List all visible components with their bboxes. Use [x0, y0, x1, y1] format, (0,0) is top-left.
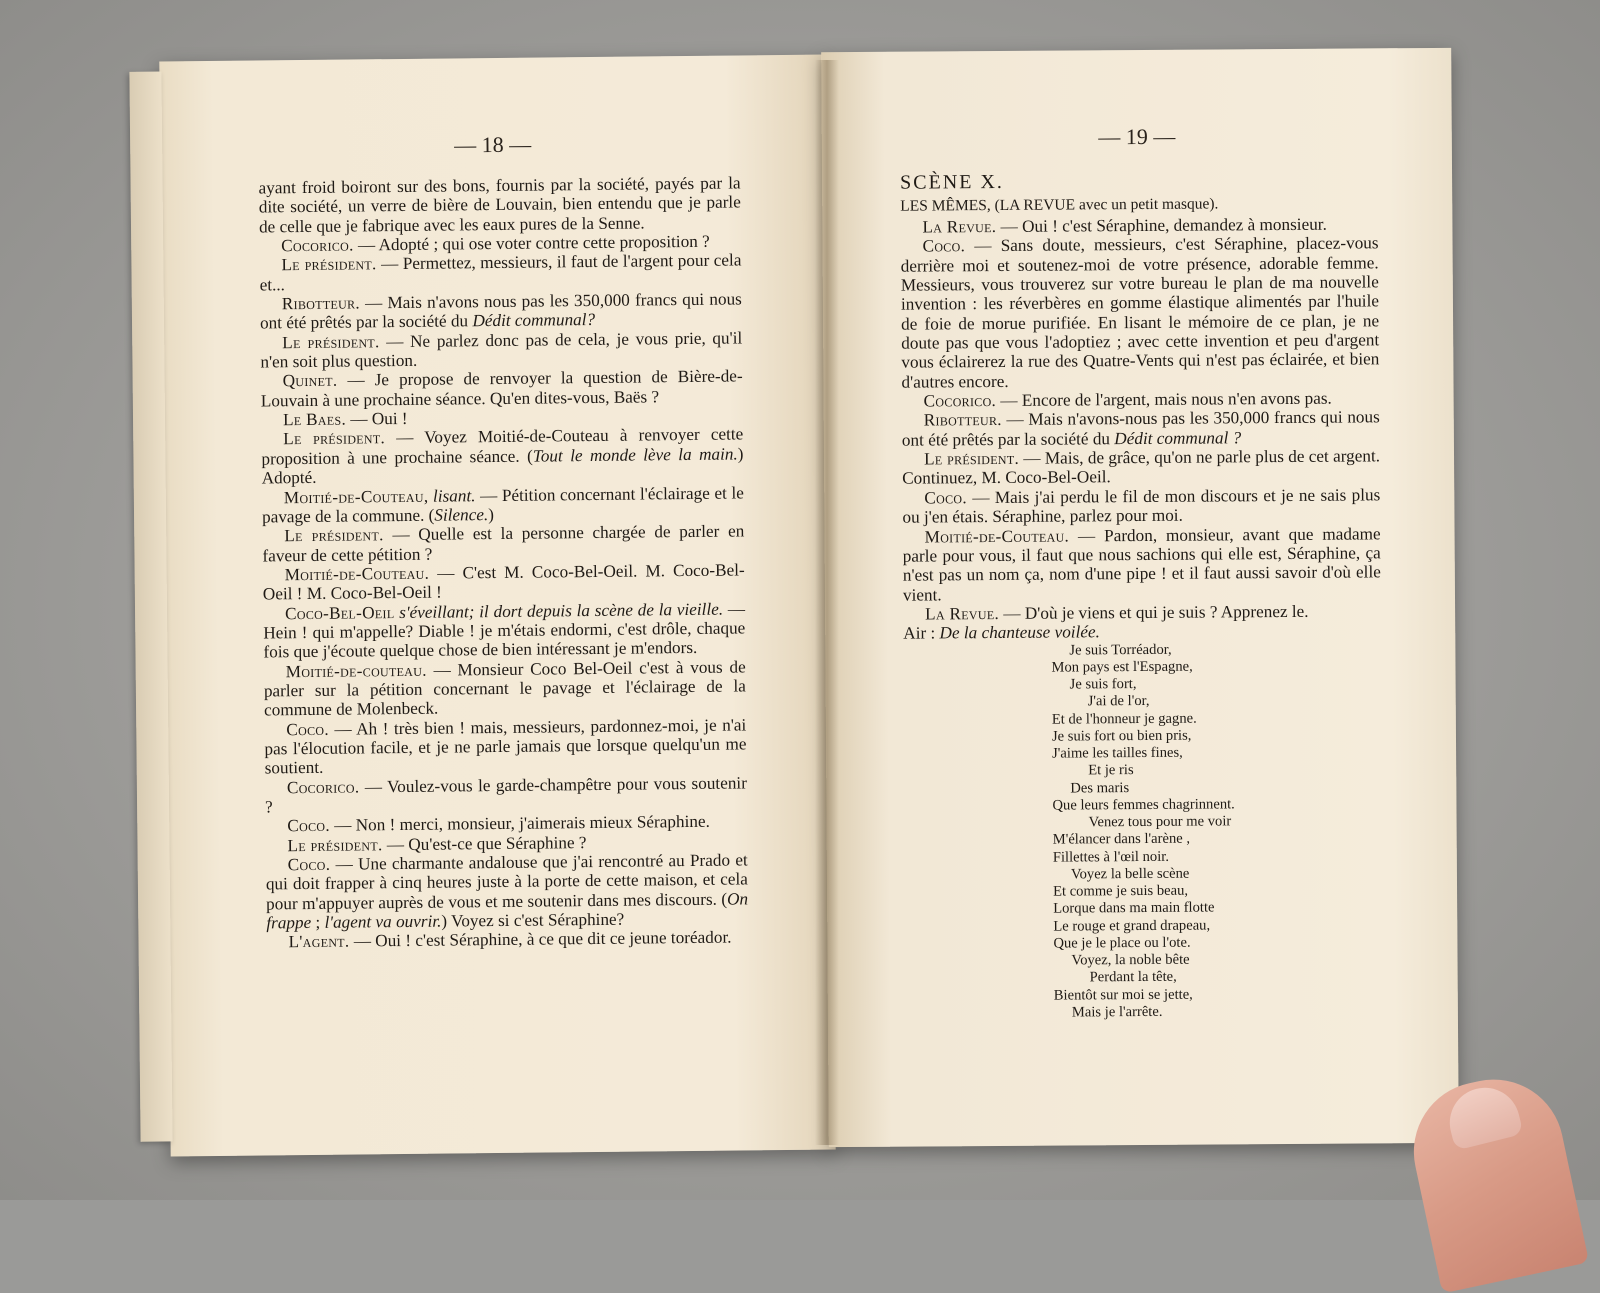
- song-line: Le rouge et grand drapeau,: [1053, 917, 1211, 935]
- song-line: Des maris: [1070, 779, 1130, 797]
- scene-title: SCÈNE X.: [900, 170, 1004, 194]
- dialogue-paragraph: [259, 251, 741, 295]
- speaker-name: Quinet.: [282, 371, 338, 391]
- dialogue-paragraph: [264, 715, 747, 778]
- song-line: Et je ris: [1088, 762, 1134, 779]
- speaker-name: Coco-Bel-Oeil: [284, 602, 395, 623]
- dialogue-text: — Adopté ; qui ose voter contre cette proposition ?: [353, 231, 710, 255]
- stage-direction: lisant.: [432, 485, 476, 506]
- dialogue-text: — Voulez-vous le garde-champêtre pour vous soutenir ?: [264, 773, 747, 817]
- dialogue-text: — Non ! merci, monsieur, j'aimerais mieux Séraphine.: [329, 812, 710, 836]
- dialogue-text: — Hein ! qui m'appelle? Diable ! je m'étais endormi, c'est drôle, chaque fois que j'écoute quelque chose de bien intéressant je m'endors.: [263, 598, 746, 662]
- dialogue-text: — Je propose de renvoyer la question de Bière-de-Louvain à une prochaine séance. Qu'en dites-vous, Baës ?: [260, 366, 743, 411]
- speaker-name: Coco.: [286, 719, 329, 739]
- right-dialogue: [900, 214, 1381, 624]
- song-line: Mais je l'arrête.: [1071, 1003, 1163, 1021]
- dialogue-text: ;: [311, 912, 325, 933]
- dialogue-paragraph: [900, 234, 1379, 392]
- song-line: Bientôt sur moi se jette,: [1053, 986, 1193, 1004]
- speaker-name: Coco.: [922, 236, 966, 256]
- stage-direction: s'éveillant; il dort depuis la scène de la vieille.: [399, 599, 724, 622]
- song-line: Mon pays est l'Espagne,: [1051, 658, 1193, 676]
- dialogue-paragraph: [262, 483, 744, 527]
- stage-direction: Dédit communal?: [472, 310, 596, 331]
- speaker-name: Moitié-de-Couteau.: [924, 525, 1070, 547]
- right-page-text: [900, 166, 1384, 1022]
- dialogue-text: — Pétition concernant l'éclairage et le pavage de la commune. (: [261, 482, 744, 527]
- dialogue-text: — D'où je viens et qui je suis ? Apprenez le.: [998, 601, 1309, 623]
- speaker-name: Le président.: [923, 448, 1020, 469]
- dialogue-paragraph: [261, 425, 744, 488]
- dialogue-text: ): [488, 504, 495, 524]
- right-page: [821, 48, 1459, 1147]
- dialogue-text: — Oui !: [345, 409, 408, 429]
- dialogue-text: — Mais n'avons nous pas les 350,000 francs qui nous ont été prêtés par la société du: [259, 289, 742, 333]
- song-line: Que leurs femmes chagrinnent.: [1052, 796, 1235, 814]
- song-line: Que je le place ou l'ote.: [1053, 934, 1191, 952]
- stage-direction: Silence.: [434, 504, 489, 525]
- speaker-name: Coco.: [924, 488, 967, 508]
- song-line: Je suis fort,: [1069, 676, 1137, 693]
- dialogue-text: — Une charmante andalouse que j'ai rencontré au Prado et qui doit frapper à cinq heures juste à la porte de cette maison, et cela pour m'appuyer auprès de vous et me soutenir dans mes discours. (: [265, 850, 748, 914]
- dialogue-text: — Permettez, messieurs, il faut de l'argent pour cela et...: [259, 250, 742, 295]
- speaker-name: Ribotteur.: [281, 293, 361, 314]
- dialogue-paragraph: [902, 485, 1380, 527]
- dialogue-text: ) Adopté.: [261, 444, 744, 488]
- speaker-name: Le président.: [282, 331, 380, 352]
- speaker-name: Le président.: [284, 525, 384, 546]
- speaker-name: L'agent.: [288, 931, 350, 952]
- speaker-name: La Revue.: [922, 216, 997, 237]
- stage-direction: On frappe: [266, 889, 749, 933]
- dialogue-paragraph: [260, 328, 742, 372]
- dialogue-text: ayant froid boiront sur des bons, fournis par la société, payés par la dite société, un verre de bière de Louvain, bien entendu que je parle de celle que je fabrique avec les eaux pures de la Senne.: [258, 173, 741, 237]
- stage-direction: l'agent va ouvrir.: [324, 911, 442, 932]
- page-number-left: — 18 —: [454, 131, 532, 158]
- dialogue-text: — Sans doute, messieurs, c'est Séraphine, placez-vous derrière moi et soutenez-moi de votre présence, adorable femme. Messieurs, vous trouverez sur votre bureau le plan de ma nouvelle invention : les réverbères en gomme élastique alimentés par l'huile de foie de morue purifiée. En lisant le mémoire de ce plan, je ne doute pas que vous l'adoptiez ; avec cette invention et peu d'argent vous éclairerez la rue des Quatre-Vents qui n'est pas éclairée, et bien d'autres encore.: [900, 233, 1380, 392]
- speaker-name: Moitié-de-couteau.: [285, 660, 427, 681]
- speaker-name: Le Baes.: [282, 409, 347, 430]
- song-line: Fillettes à l'œil noir.: [1052, 848, 1170, 866]
- speaker-name: Moitié-de-Couteau,: [283, 486, 429, 507]
- dialogue-text: — Mais, de grâce, qu'on ne parle plus de cet argent. Continuez, M. Coco-Bel-Oeil.: [902, 446, 1381, 489]
- dialogue-text: — Pardon, monsieur, avant que madame parle pour vous, il faut que nous sachions qui elle est, Séraphine, ça n'est pas un nom ça, nom d'une pipe ! et il faut aussi savoir d'où elle vient.: [902, 523, 1381, 605]
- speaker-name: Cocorico.: [286, 777, 360, 797]
- speaker-name: Le président.: [283, 428, 386, 449]
- song-line: M'élancer dans l'arène ,: [1052, 830, 1191, 848]
- speaker-name: Coco.: [287, 816, 331, 836]
- air-label: Air :: [903, 623, 940, 643]
- speaker-name: Le président.: [281, 254, 377, 275]
- dialogue-text: — Oui ! c'est Séraphine, demandez à monsieur.: [996, 214, 1327, 236]
- speaker-name: La Revue.: [925, 603, 1000, 624]
- song-line: Perdant la tête,: [1089, 969, 1177, 986]
- book-gutter: [815, 60, 839, 1145]
- stage-direction: Tout le monde lève la main.: [532, 444, 738, 466]
- dialogue-paragraph: [263, 599, 746, 662]
- air-title: De la chanteuse voilée.: [939, 622, 1100, 643]
- song-line: Voyez la belle scène: [1070, 865, 1190, 883]
- dialogue-text: — C'est M. Coco-Bel-Oeil. M. Coco-Bel-Oeil ! M. Coco-Bel-Oeil !: [262, 560, 745, 604]
- dialogue-text: — Encore de l'argent, mais nous n'en avons pas.: [996, 388, 1332, 411]
- dialogue-text: — Mais j'ai perdu le fil de mon discours et je ne sais plus ou j'en étais. Séraphine, parlez pour moi.: [902, 485, 1381, 527]
- dialogue-text: — Quelle est la personne chargée de parler en faveur de cette pétition ?: [262, 521, 745, 565]
- song-line: Lorque dans ma main flotte: [1053, 899, 1215, 917]
- speaker-name: Coco.: [287, 854, 331, 875]
- song-verse: [1051, 640, 1384, 1022]
- open-booklet: [125, 40, 1455, 1150]
- song-line: Venez tous pour me voir: [1088, 813, 1232, 831]
- dialogue-text: — Oui ! c'est Séraphine, à ce que dit ce jeune toréador.: [349, 927, 732, 951]
- left-page-text: [259, 173, 749, 952]
- left-page: [159, 55, 835, 1157]
- dialogue-paragraph: [260, 289, 742, 333]
- dialogue-text: — Qu'est-ce que Séraphine ?: [382, 832, 587, 854]
- dialogue-paragraph: [903, 524, 1382, 605]
- dialogue-text: — Voyez Moitié-de-Couteau à renvoyer cette proposition à une prochaine séance. (: [261, 424, 744, 469]
- dialogue-paragraph: [902, 446, 1380, 488]
- dialogue-paragraph: [259, 173, 742, 236]
- song-line: J'aime les tailles fines,: [1052, 744, 1183, 762]
- dialogue-paragraph: [266, 850, 749, 932]
- song-line: Voyez, la noble bête: [1071, 951, 1190, 969]
- song-line: J'ai de l'or,: [1087, 693, 1150, 710]
- song-line: Et comme je suis beau,: [1052, 882, 1189, 900]
- dialogue-paragraph: [264, 657, 747, 720]
- speaker-name: Cocorico.: [923, 391, 997, 411]
- speaker-name: Moitié-de-Couteau.: [284, 563, 430, 585]
- dialogue-paragraph: [265, 773, 747, 817]
- dialogue-paragraph: [262, 522, 744, 566]
- stage-direction: Dédit communal ?: [1114, 428, 1242, 448]
- dialogue-text: — Mais n'avons-nous pas les 350,000 francs qui nous ont été prêtés par la société du: [901, 407, 1380, 450]
- dialogue-paragraph: [266, 928, 748, 952]
- song-line: Je suis fort ou bien pris,: [1051, 727, 1192, 745]
- page-number-right: — 19 —: [1098, 123, 1176, 150]
- dialogue-paragraph: [902, 408, 1380, 450]
- dialogue-text: — Monsieur Coco Bel-Oeil c'est à vous de parler sur la pétition concernant le pavage et l'éclairage de la commune de Molenbeck.: [263, 656, 746, 720]
- speaker-name: Le président.: [287, 834, 383, 855]
- dialogue-text: ) Voyez si c'est Séraphine?: [441, 909, 625, 931]
- speaker-name: Cocorico.: [281, 235, 354, 256]
- dialogue-text: — Ne parlez donc pas de cela, je vous prie, qu'il n'en soit plus question.: [260, 328, 743, 372]
- speaker-name: Ribotteur.: [923, 410, 1002, 430]
- song-line: Et de l'honneur je gagne.: [1051, 710, 1197, 728]
- dialogue-paragraph: [263, 560, 745, 604]
- scene-subtitle: LES MÊMES, (LA REVUE avec un petit masque).: [900, 195, 1219, 215]
- dialogue-text: — Ah ! très bien ! mais, messieurs, pardonnez-moi, je n'ai pas l'élocution facile, et je ne parle jamais que lorsque quelqu'un me soutient.: [264, 715, 747, 778]
- dialogue-paragraph: [261, 367, 743, 411]
- song-line: Je suis Torréador,: [1069, 641, 1172, 659]
